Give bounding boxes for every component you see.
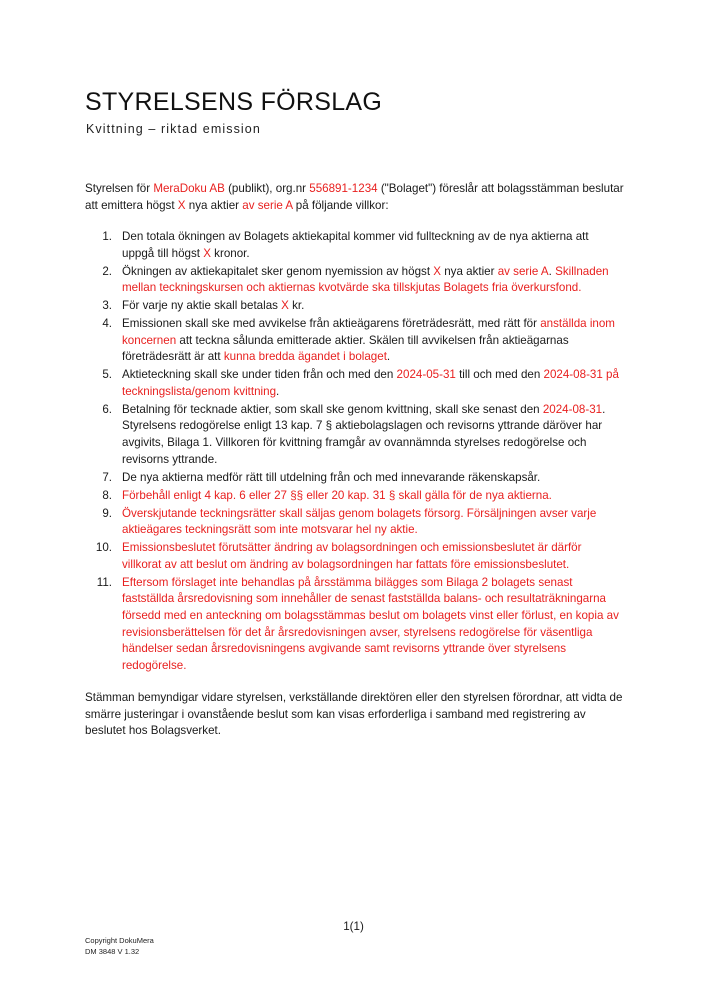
item-number: 4. [102,317,112,331]
item-highlight: 2024-08-31 [542,402,603,416]
intro-text: nya aktier [185,198,243,212]
item-text: För varje ny aktie skall betalas [122,299,282,313]
share-series: av serie A [242,198,293,212]
item-text: Betalning för tecknade aktier, som skall ske genom kvittning, skall ske senast den [122,402,543,416]
item-text: . [386,350,391,364]
item-text: Den totala ökningen av Bolagets aktiekapital kommer vid fullteckning av de nya aktierna att uppgå till högst [122,230,589,260]
item-highlight: X [203,246,211,260]
item-text: . [276,384,280,398]
item-text: Ökningen av aktiekapitalet sker genom nyemission av högst [122,264,434,278]
item-number: 1. [102,230,112,243]
intro-text: Styrelsen för [85,182,154,195]
intro-text: på följande villkor: [292,198,389,212]
company-name: MeraDoku AB [153,182,225,195]
intro-paragraph [85,181,625,214]
list-item [86,264,622,297]
item-highlight: 2024-08-31 på teckningslista/genom kvittning [122,368,619,398]
item-text: Aktieteckning skall ske under tiden från och med den [122,368,397,382]
list-item [86,540,622,573]
list-item [86,506,622,539]
item-number: 10. [95,541,112,555]
item-highlight: Skillnaden mellan teckningskursen och aktiernas kvotvärde ska tillskjutas Bolagets fria överkursfond. [122,264,609,295]
item-number: 9. [102,506,112,520]
document-id: DM 3848 V 1.32 [85,946,140,956]
closing-paragraph: Stämman bemyndigar vidare styrelsen, verkställande direktören eller den styrelsen förordnar, att vidta de smärre justeringar i ovanstående beslut som kan visas erforderliga i samband med registrering av beslutet hos Bolagsverket. [85,691,623,738]
share-count-placeholder: X [177,198,186,212]
item-highlight: X [433,264,441,278]
item-text: att teckna sålunda emitterade aktier. Skälen till avvikelsen från aktieägarnas företrädesrätt är att [122,333,569,364]
page-number: 1(1) [343,920,364,933]
copyright-text: Copyright DokuMera [85,936,154,945]
list-item [86,488,622,505]
list-item [86,575,622,675]
item-number: 8. [102,488,112,502]
list-item [86,470,622,487]
item-highlight: Överskjutande teckningsrätter skall säljas genom bolagets försorg. Försäljningen avser varje aktieägares teckningsrätt som inte motsvarar hel ny aktie. [122,506,597,537]
org-number: 556891-1234 [309,182,378,195]
list-item [86,229,622,262]
list-item [86,402,622,468]
conditions-list [86,229,622,676]
list-item [86,316,622,366]
item-number: 11. [96,575,112,589]
item-text: . [548,264,556,278]
item-text: kr. [288,299,305,313]
item-number: 5. [102,368,112,382]
item-text: till och med den [455,368,544,382]
item-number: 6. [102,402,112,416]
list-item [86,367,622,400]
item-number: 7. [102,470,112,484]
item-text: kronor. [210,246,250,260]
footer [85,936,154,957]
item-highlight: kunna bredda ägandet i bolaget [223,350,387,364]
item-highlight: X [281,299,289,313]
item-highlight: Förbehåll enligt 4 kap. 6 eller 27 §§ eller 20 kap. 31 § skall gälla för de nya aktierna. [122,488,552,502]
item-text: nya aktier [441,264,498,278]
intro-text: ("Bolaget") föreslår att bolagsstämman beslutar att emittera högst [85,182,624,212]
document-title: STYRELSENS FÖRSLAG [85,88,383,116]
intro-text: (publikt), org.nr [224,182,310,195]
item-highlight: anställda inom koncernen [122,317,615,347]
list-item [86,298,622,315]
item-highlight: Eftersom förslaget inte behandlas på årsstämma bilägges som Bilaga 2 bolagets senast fastställda årsredovisning som innehåller de senast fastställda balans- och resultaträkningarna försedd med en anteckning om bolagsstämmas beslut om bolagets vinst eller förlust, en kopia av revisionsberättelsen för det år årsredovisningen avser, styrelsens redogörelse för väsentliga händelser sedan årsredovisningens avgivande samt revisorns yttrande över styrelsens redogörelse. [122,575,619,672]
item-text: Emissionen skall ske med avvikelse från aktieägarens företrädesrätt, med rätt för [122,317,541,331]
item-number: 2. [102,264,112,278]
document-subtitle: Kvittning – riktad emission [86,122,261,136]
item-text: . Styrelsens redogörelse enligt 13 kap. 7 § aktiebolagslagen och revisorns yttrande däröver har avgivits, Bilaga 1. Villkoren för kvittning framgår av ovannämnda styrelses redogörelse och revisorns yttrande. [122,402,606,466]
item-text: De nya aktierna medför rätt till utdelning från och med innevarande räkenskapsår. [122,470,541,484]
item-number: 3. [102,299,112,313]
item-highlight: Emissionsbeslutet förutsätter ändring av bolagsordningen och emissionsbeslutet är därför villkorat av att beslut om ändring av bolagsordningen har fattats före emissionsbeslutet. [122,541,582,571]
item-highlight: av serie A [497,264,549,278]
item-highlight: 2024-05-31 [396,368,456,382]
